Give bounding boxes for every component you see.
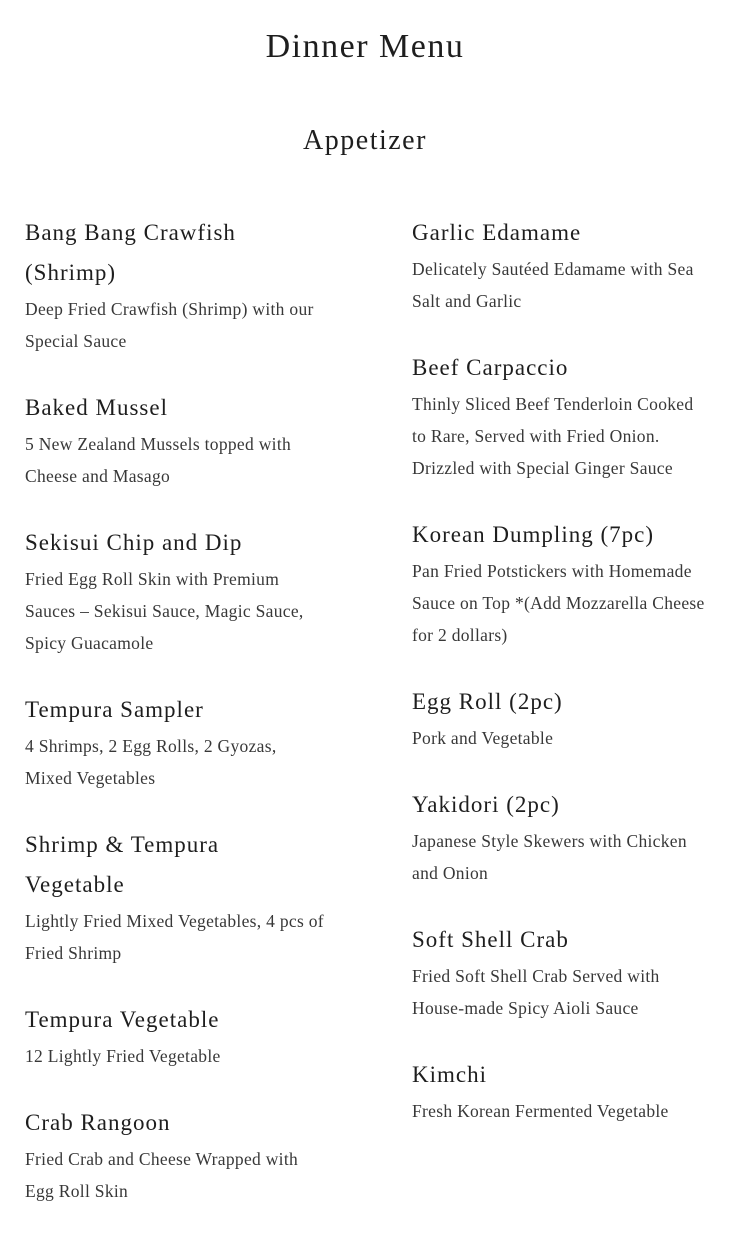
menu-item-description: Pork and Vegetable <box>412 728 554 748</box>
menu-item-name: Tempura Sampler <box>25 697 204 722</box>
menu-item-name: Egg Roll (2pc) <box>412 689 563 714</box>
menu-item <box>412 785 712 889</box>
menu-item-name: Garlic Edamame <box>412 220 582 245</box>
menu-item-description: 5 New Zealand Mussels topped with Cheese and Masago <box>25 434 292 486</box>
section-title-appetizer: Appetizer <box>303 125 427 156</box>
page-title: Dinner Menu <box>265 28 465 65</box>
menu-item <box>25 825 325 969</box>
menu-item <box>25 1000 325 1072</box>
menu-item-description: 12 Lightly Fried Vegetable <box>25 1046 221 1066</box>
menu-item <box>412 348 712 484</box>
menu-item-description: 4 Shrimps, 2 Egg Rolls, 2 Gyozas, Mixed Vegetables <box>25 736 277 788</box>
menu-item-description: Fried Crab and Cheese Wrapped with Egg Roll Skin <box>25 1149 299 1201</box>
menu-item <box>25 690 325 794</box>
menu-item-name: Beef Carpaccio <box>412 355 569 380</box>
menu-item-name: Crab Rangoon <box>25 1110 171 1135</box>
menu-item <box>25 388 325 492</box>
menu-item <box>412 515 712 651</box>
menu-item <box>25 213 325 357</box>
menu-item-name: Soft Shell Crab <box>412 927 569 952</box>
menu-item <box>412 213 712 317</box>
menu-item-name: Sekisui Chip and Dip <box>25 530 243 555</box>
menu-item-description: Fried Egg Roll Skin with Premium Sauces – Sekisui Sauce, Magic Sauce, Spicy Guacamole <box>25 569 304 653</box>
menu-item <box>412 682 712 754</box>
menu-item <box>412 920 712 1024</box>
menu-column-right <box>412 213 712 1158</box>
menu-item-name: Bang Bang Crawfish (Shrimp) <box>25 220 236 285</box>
menu-item-name: Korean Dumpling (7pc) <box>412 522 654 547</box>
menu-item-name: Tempura Vegetable <box>25 1007 220 1032</box>
menu-item <box>25 1103 325 1207</box>
menu-item-description: Fried Soft Shell Crab Served with House-made Spicy Aioli Sauce <box>412 966 660 1018</box>
menu-item-name: Yakidori (2pc) <box>412 792 560 817</box>
menu-item-name: Shrimp & Tempura Vegetable <box>25 832 220 897</box>
menu-grid <box>0 213 730 1238</box>
menu-item-description: Japanese Style Skewers with Chicken and Onion <box>412 831 687 883</box>
menu-item-description: Pan Fried Potstickers with Homemade Sauce on Top *(Add Mozzarella Cheese for 2 dollars) <box>412 561 705 645</box>
menu-column-left <box>25 213 325 1238</box>
menu-item-name: Baked Mussel <box>25 395 168 420</box>
menu-item <box>25 523 325 659</box>
menu-item <box>412 1055 712 1127</box>
menu-item-description: Fresh Korean Fermented Vegetable <box>412 1101 669 1121</box>
menu-item-description: Delicately Sautéed Edamame with Sea Salt and Garlic <box>412 259 694 311</box>
menu-item-description: Deep Fried Crawfish (Shrimp) with our Special Sauce <box>25 299 314 351</box>
menu-item-description: Thinly Sliced Beef Tenderloin Cooked to Rare, Served with Fried Onion. Drizzled with Special Ginger Sauce <box>412 394 694 478</box>
menu-item-name: Kimchi <box>412 1062 487 1087</box>
menu-item-description: Lightly Fried Mixed Vegetables, 4 pcs of Fried Shrimp <box>25 911 324 963</box>
